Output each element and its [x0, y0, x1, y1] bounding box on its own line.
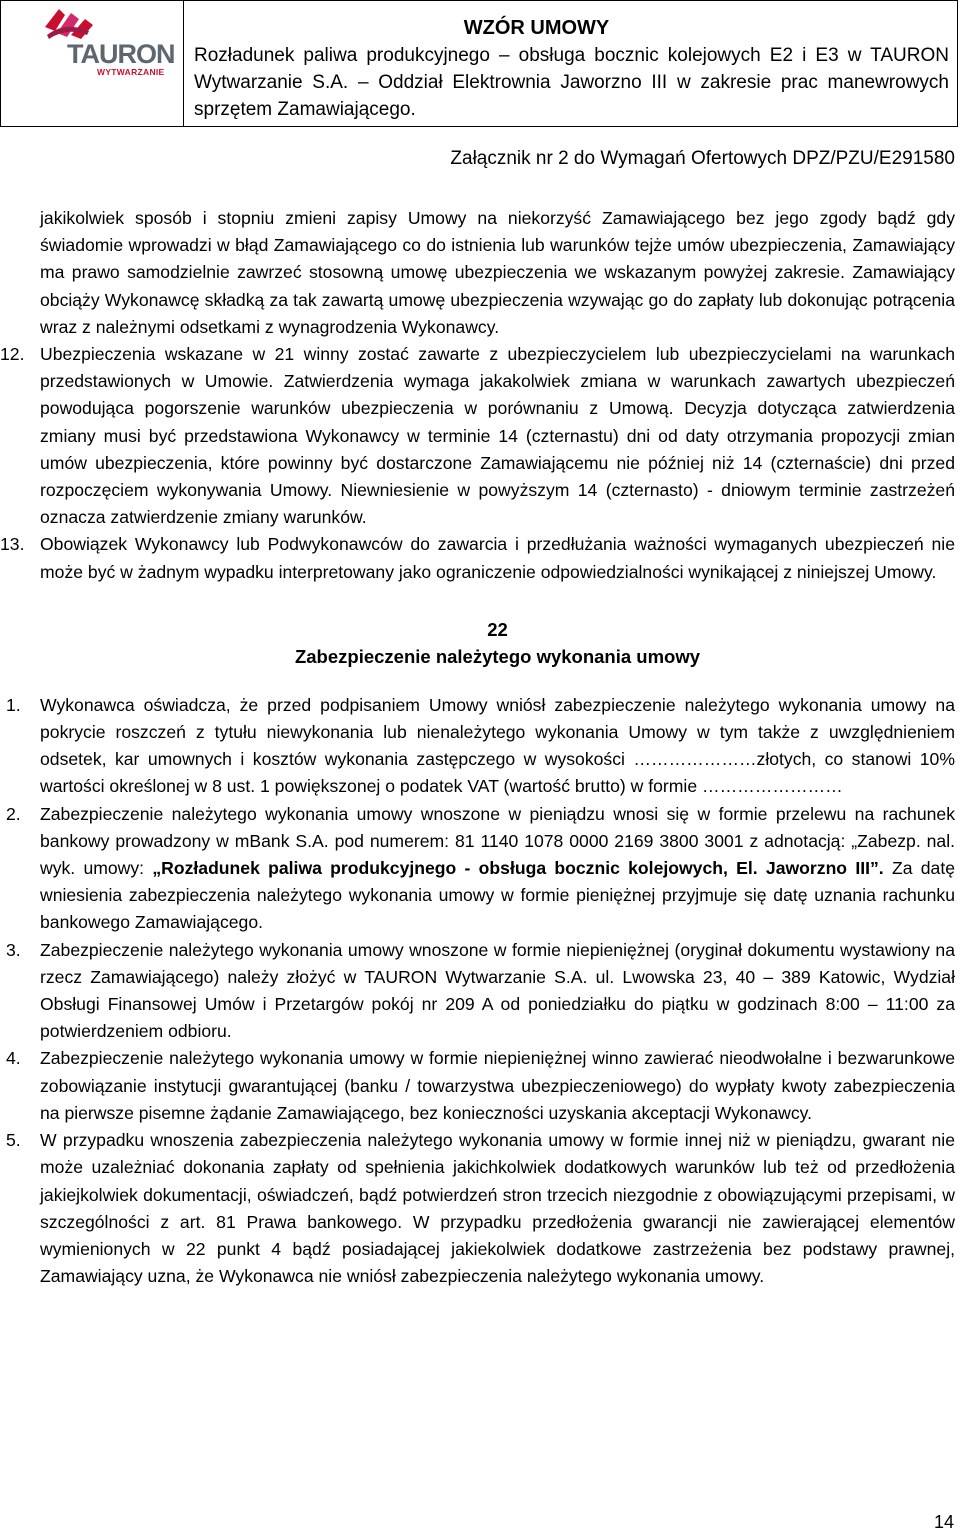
item-number: 12. [0, 344, 25, 365]
logo [1, 1, 184, 126]
item-number: 3. [6, 939, 21, 960]
section-number: 22 [487, 618, 508, 640]
list-item [6, 1127, 955, 1290]
document-body [0, 205, 955, 1290]
document-subtitle: Rozładunek paliwa produkcyjnego – obsługa bocznic kolejowych E2 i E3 w TAURON Wytwarzanie S.A. – Oddział Elektrownia Jaworzno III w zakresie prac manewrowych sprzętem Zamawiającego. [194, 45, 949, 120]
header-title-block [184, 1, 957, 126]
continuation-paragraph: jakikolwiek sposób i stopniu zmieni zapisy Umowy na niekorzyść Zamawiającego bez jego zgody bądź gdy świadomie wprowadzi w błąd Zamawiającego co do istnienia lub warunków tejże umów ubezpieczenia, Zamawiający ma prawo samodzielnie zawrzeć stosowną umowę ubezpieczenia we wskazanym powyżej zakresie. Zamawiający obciąży Wykonawcę składką za tak zawartą umowę ubezpieczenia wzywając go do zapłaty lub dokonując potrącenia wraz z należnymi odsetkami z wynagrodzenia Wykonawcy. [40, 208, 955, 337]
section-heading [40, 616, 955, 670]
list-item [6, 692, 955, 801]
document-title: WZÓR UMOWY [463, 17, 610, 39]
item-text: Obowiązek Wykonawcy lub Podwykonawców do zawarcia i przedłużania ważności wymaganych ubezpieczeń nie może być w żadnym wypadku interpretowany jako ograniczenie odpowiedzialności wynikającej z niniejszej Umowy. [40, 534, 955, 582]
item-text: Za datę wniesienia zabezpieczenia należytego wykonania umowy w formie pieniężnej przyjmuje się datę uznania rachunku bankowego Zamawiającego. [40, 858, 955, 933]
item-number: 4. [6, 1048, 21, 1069]
logo-name: TAURON [67, 39, 175, 69]
item-text: W przypadku wnoszenia zabezpieczenia należytego wykonania umowy w formie innej niż w pieniądzu, gwarant nie może uzależniać dokonania zapłaty od spełnienia jakichkolwiek dodatkowych warunków lub też od przedłożenia jakiejkolwiek dokumentacji, oświadczeń, bądź potwierdzeń stron trzecich niezgodnie z obowiązującymi przepisami, w szczególności z art. 81 Prawa bankowego. W przypadku przedłożenia gwarancji nie zawierającej elementów wymienionych w 22 punkt 4 bądź posiadającej jakiekolwiek dodatkowe zastrzeżenia bez podstawy prawnej, Zamawiający uzna, że Wykonawca nie wniósł zabezpieczenia należytego wykonania umowy. [40, 1130, 955, 1287]
item-number: 5. [6, 1130, 21, 1151]
list-item [6, 801, 955, 937]
item-number: 2. [6, 803, 21, 824]
item-text: Zabezpieczenie należytego wykonania umowy w formie niepieniężnej winno zawierać nieodwołalne i bezwarunkowe zobowiązanie instytucji gwarantującej (banku / towarzystwa ubezpieczeniowego) do wypłaty kwoty zabezpieczenia na pierwsze pisemne żądanie Zamawiającego, bez konieczności uzyskania akceptacji Wykonawcy. [40, 1048, 955, 1123]
page-number: 14 [933, 1512, 954, 1532]
list-item [6, 1045, 955, 1127]
attachment-reference: Załącznik nr 2 do Wymagań Ofertowych DPZ/PZU/E291580 [450, 148, 955, 169]
list-item [6, 937, 955, 1046]
item-text: Wykonawca oświadcza, że przed podpisaniem Umowy wniósł zabezpieczenie należytego wykonania umowy na pokrycie roszczeń z tytułu niewykonania lub nienależytego wykonania Umowy w tym także z uwzględnieniem odsetek, kar umownych i kosztów wykonania zastępczego w wysokości …………………złotych, co stanowi 10% wartości określonej w 8 ust. 1 powiększonej o podatek VAT (wartość brutto) w formie …………………… [40, 694, 955, 797]
document-header [0, 0, 958, 127]
item-text: Ubezpieczenia wskazane w 21 winny zostać zawarte z ubezpieczycielem lub ubezpieczycielami na warunkach przedstawionych w Umowie. Zatwierdzenia wymaga jakakolwiek zmiana w warunkach zawartych ubezpieczeń powodująca pogorszenie warunków ubezpieczenia w porównaniu z Umową. Decyzja dotycząca zatwierdzenia zmiany musi być przedstawiona Wykonawcy w terminie 14 (czternastu) dni od daty otrzymania propozycji zmian umów ubezpieczenia, które powinny być dostarczone Zamawiającemu nie później niż 14 (czternaście) dni przed rozpoczęciem wykonywania Umowy. Niewniesienie w powyższym 14 (czternasto) - dniowym terminie zastrzeżeń oznacza zatwierdzenie zmiany warunków. [40, 344, 955, 528]
list-item [0, 341, 955, 531]
list-item [0, 531, 955, 585]
item-text: Zabezpieczenie należytego wykonania umowy wnoszone w formie niepieniężnej (oryginał dokumentu wystawiony na rzecz Zamawiającego) należy złożyć w TAURON Wytwarzanie S.A. ul. Lwowska 23, 40 – 389 Katowic, Wydział Obsługi Finansowej Umów i Przetargów pokój nr 209 A od poniedziałku do piątku w godzinach 8:00 – 11:00 za potwierdzeniem odbioru. [40, 939, 955, 1042]
item-text-bold: „Rozładunek paliwa produkcyjnego - obsługa bocznic kolejowych, El. Jaworzno III”. [152, 858, 884, 879]
logo-subtitle: WYTWARZANIE [97, 67, 165, 77]
item-number: 1. [6, 694, 21, 715]
section-title: Zabezpieczenie należytego wykonania umowy [294, 645, 701, 667]
item-text: Zabezpieczenie należytego wykonania umowy wnoszone w pieniądzu wnosi się w formie przelewu na rachunek bankowy prowadzony w mBank S.A. pod numerem: 81 1140 1078 0000 2169 3800 3001 z adnotacją: „Zabezp. nal. wyk. umowy: [40, 803, 955, 879]
item-number: 13. [0, 534, 25, 555]
